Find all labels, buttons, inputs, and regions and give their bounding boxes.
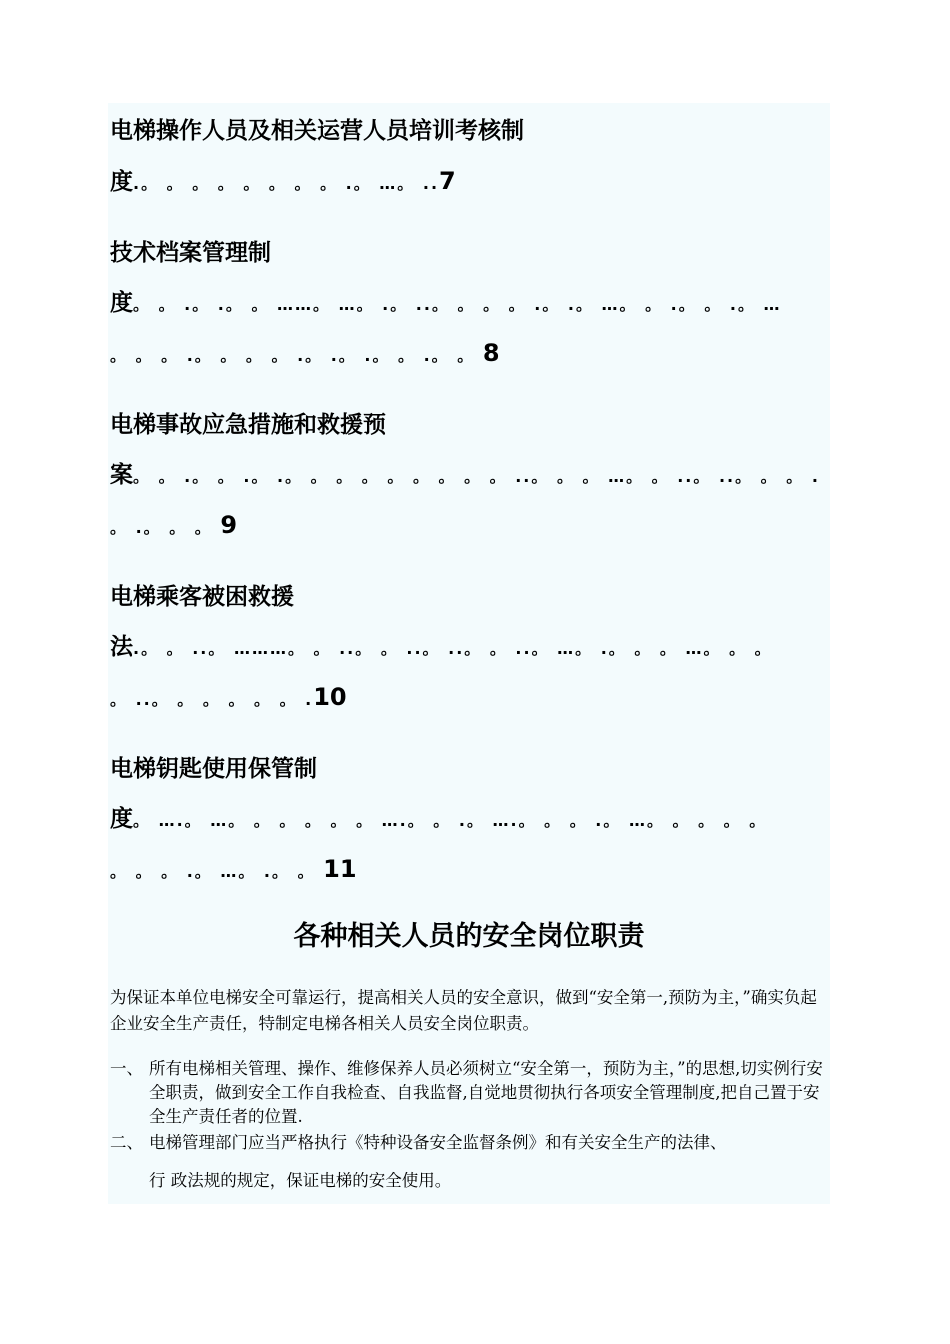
toc-entry — [110, 106, 832, 206]
list-item-number: 一、 — [110, 1059, 143, 1078]
toc-leader-dots: 。 。 。 .。 。 。 。 .。 .。 .。 。 .。 。 — [110, 346, 483, 365]
toc-entry-title[interactable]: 技术档案管理制 — [110, 240, 271, 266]
toc-leader-dots: 。 ..。 。 。 。 。 。 . — [110, 690, 314, 709]
toc-entry-line: 法.。 。 ..。 ………。 。 ..。 。 ..。 ..。 。 ..。 …。 .。 。 。 …。 。 。 — [110, 634, 773, 660]
list-item — [110, 1057, 832, 1129]
toc-leader-dots: 。 ….。 …。 。 。 。 。 。 ….。 。 .。 ….。 。 。 .。 …。 。 。 。 。 — [133, 811, 768, 830]
toc-entry-line: 案。 。 .。 。 .。 .。 。 。 。 。 。 。 。 。 ..。 。 。 …。 。 ..。 ..。 。 。 . — [110, 462, 820, 488]
toc-entry-title[interactable]: 电梯操作人员及相关运营人员培训考核制 — [110, 118, 524, 144]
toc-entry-line — [110, 672, 832, 722]
toc-entry — [110, 744, 832, 894]
toc-page-number[interactable]: 11 — [323, 855, 357, 883]
toc-leader-dots: .。 。 。 。 。 。 。 。 .。 …。 .. — [133, 174, 440, 193]
toc-entry-line — [110, 844, 832, 894]
toc-entry-line — [110, 500, 832, 550]
list-item — [110, 1131, 832, 1193]
toc-leader-dots: .。 。 ..。 ………。 。 ..。 。 ..。 ..。 。 ..。 …。 .。 。 。 …。 。 。 — [133, 639, 773, 658]
list-item-number: 二、 — [110, 1133, 143, 1152]
toc-entry-line — [110, 328, 832, 378]
toc-entry-title[interactable]: 电梯事故应急措施和救援预 — [110, 412, 386, 438]
toc-entry — [110, 572, 832, 722]
toc-page-number[interactable]: 7 — [439, 167, 456, 195]
list-item-text: 电梯管理部门应当严格执行《特种设备安全监督条例》和有关安全生产的法律、 — [149, 1133, 727, 1152]
intro-paragraph: 为保证本单位电梯安全可靠运行，提高相关人员的安全意识，做到“安全第一,预防为主，”确实负起企业安全生产责任，特制定电梯各相关人员安全岗位职责。 — [110, 988, 817, 1033]
toc-entry-title[interactable]: 电梯乘客被困救援 — [110, 584, 294, 610]
toc-leader-dots: 。 .。 。 。 — [110, 518, 221, 537]
toc-entry-line: 度。 ….。 …。 。 。 。 。 。 ….。 。 .。 ….。 。 。 .。 …。 。 。 。 。 — [110, 806, 768, 832]
toc-entry-line: 度.。 。 。 。 。 。 。 。 .。 …。 ..7 — [110, 167, 456, 195]
toc-leader-dots: 。 。 。 .。 …。 .。 。 — [110, 862, 324, 881]
toc-leader-dots: 。 。 .。 。 .。 .。 。 。 。 。 。 。 。 。 ..。 。 。 …。 。 ..。 ..。 。 。 . — [133, 467, 820, 486]
table-of-contents — [110, 106, 832, 894]
toc-entry — [110, 400, 832, 550]
toc-entry-line: 度。 。 .。 .。 。 ……。 …。 .。 ..。 。 。 。 .。 .。 …。 。 .。 。 .。 … — [110, 290, 782, 316]
toc-leader-dots: 。 。 .。 .。 。 ……。 …。 .。 ..。 。 。 。 .。 .。 …。 。 .。 。 .。 … — [133, 295, 782, 314]
toc-page-number[interactable]: 10 — [313, 683, 347, 711]
toc-entry-title[interactable]: 电梯钥匙使用保管制 — [110, 756, 317, 782]
list-item-text-continued: 行 政法规的规定，保证电梯的安全使用。 — [149, 1171, 452, 1190]
toc-entry — [110, 228, 832, 378]
toc-page-number[interactable]: 9 — [220, 511, 238, 539]
toc-page-number[interactable]: 8 — [482, 339, 500, 367]
section-title: 各种相关人员的安全岗位职责 — [293, 921, 645, 952]
list-item-text: 所有电梯相关管理、操作、维修保养人员必须树立“安全第一，预防为主，”的思想,切实例行安全职责，做到安全工作自我检查、自我监督,自觉地贯彻执行各项安全管理制度,把自己置于安全生产责任者的位置. — [149, 1059, 823, 1126]
